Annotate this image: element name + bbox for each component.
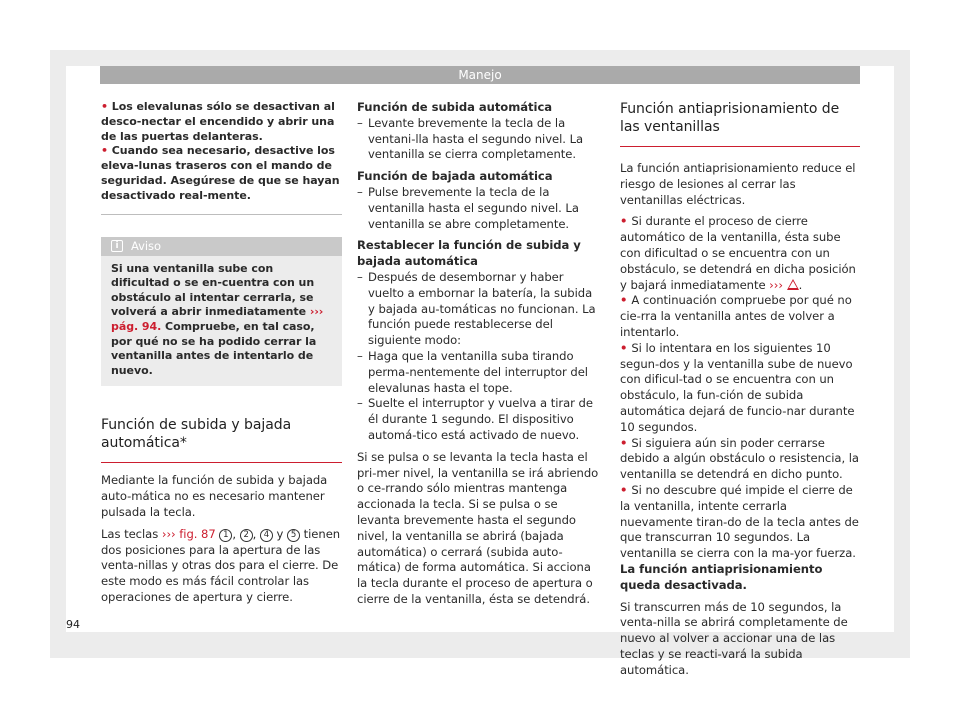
subheading: Función de subida automática [357,100,553,114]
page-reference-link[interactable]: ››› pág. 94. [111,305,324,333]
list-item: – Después de desembornar y haber vuelto a embornar la batería, la subida y bajada au-tomáticas no funcionan. La función puede restablecerse del siguiente modo: [357,270,600,349]
warning-reference-link[interactable]: ››› [769,277,783,292]
column-left [101,96,342,606]
section-heading-block [620,100,860,147]
paragraph: Si transcurren más de 10 segundos, la venta-nilla se abrirá completamente de nuevo al volver a accionar una de las teclas y se reacti-vará la subida automática. [620,599,848,677]
bullet-icon: • [620,293,632,308]
aviso-body: Si una ventanilla sube con dificultad o se en-cuentra con un obstáculo al intentar cerrarla, se volverá a abrir inmediatamente ››› pág. 94. Compruebe, en tal caso, por qué no se ha podido cerrar la ventanilla antes de intentarlo de nuevo. [111,261,324,377]
header-bar [100,66,860,84]
paragraph: Mediante la función de subida y bajada auto-mática no es necesario mantener pulsada la tecla. [101,473,328,519]
list-item: – Suelte el interruptor y vuelva a tirar de él durante 1 segundo. El dispositivo automá-tico está activado de nuevo. [357,396,600,443]
warning-box [101,96,342,215]
warning-item: • Los elevalunas sólo se desactivan al desco-nectar el encendido y abrir una de las puertas delanteras. [101,100,335,143]
figure-reference-link[interactable]: ››› fig. 87 [161,526,216,541]
section-heading: Función de subida y bajada automática* [101,417,292,452]
warning-triangle-icon [787,279,799,290]
section-heading-block [101,416,342,463]
callout-number: 2 [240,529,253,542]
header-title: Manejo [458,68,502,82]
aviso-box [101,237,342,387]
callout-number: 5 [287,529,300,542]
bullet-icon: • [620,340,632,355]
callout-number: 1 [219,529,232,542]
aviso-title: Aviso [131,238,161,253]
column-middle [357,100,600,608]
page-number: 94 [66,618,80,631]
bullet-icon: • [620,214,632,229]
bullet-item: • Si no descubre qué impide el cierre de la ventanilla, intente cerrarla nuevamente tiran-do de la tecla antes de que transcurran 10 segundos. La ventanilla se cierra con la ma-yor fuerza. La función antiaprisionamiento queda desactivada. [620,482,859,592]
bullet-item: • Si siguiera aún sin poder cerrarse debido a algún obstáculo o resistencia, la ventanilla se detendrá en dicho punto. [620,435,859,482]
bullet-icon: • [101,144,112,158]
bullet-item: • Si durante el proceso de cierre automático de la ventanilla, ésta sube con dificultad o se encuentra con un obstáculo, se detendrá en dicha posición y bajará inmediatamente ››› . [620,214,856,292]
column-right [620,100,860,679]
list-item: – Pulse brevemente la tecla de la ventanilla hasta el segundo nivel. La ventanilla se abre completamente. [357,185,600,232]
subheading: Función de bajada automática [357,169,553,184]
list-item: – Haga que la ventanilla suba tirando perma-nentemente del interruptor del elevalunas hasta el tope. [357,349,600,396]
paragraph: Las teclas ››› fig. 87 1 , 2 , 4 y 5 tienen dos posiciones para la apertura de las venta-nillas y otras dos para el cierre. De este modo es más fácil controlar las operaciones de apertura y cierre. [101,526,341,604]
bullet-item: • A continuación compruebe por qué no cie-rra la ventanilla antes de volver a intentarlo. [620,293,852,339]
callout-number: 4 [260,529,273,542]
paragraph: La función antiaprisionamiento reduce el riesgo de lesiones al cerrar las ventanillas eléctricas. [620,161,856,207]
bullet-item: • Si lo intentara en los siguientes 10 segun-dos y la ventanilla sube de nuevo con dificul-tad o se encuentra con un obstáculo, la fun-ción de subida automática dejará de funcio-nar durante 10 segundos. [620,340,855,434]
list-item: – Levante brevemente la tecla de la ventani-lla hasta el segundo nivel. La ventanilla se cierra completamente. [357,116,600,163]
subheading: Restablecer la función de subida y bajada automática [357,238,581,269]
bullet-icon: • [620,482,632,497]
aviso-header [101,237,342,256]
bullet-icon: • [620,435,632,450]
bullet-icon: • [101,100,112,113]
warning-item: • Cuando sea necesario, desactive los eleva-lunas traseros con el mando de seguridad. Asegúrese de que se hayan desactivado real-mente. [101,144,340,202]
info-icon: i [111,240,123,252]
section-heading: Función antiaprisionamiento de las ventanillas [620,101,840,135]
paragraph: Si se pulsa o se levanta la tecla hasta el pri-mer nivel, la ventanilla se irá abriendo o ce-rrando sólo mientras mantenga accionada la tecla. Si se pulsa o se levanta brevemente hasta el segundo nivel, la ventanilla se abrirá (bajada automática) o cerrará (subida auto-mática) de forma automática. Si acciona la tecla durante el proceso de apertura o cierre de la ventanilla, ésta se detendrá. [357,449,599,606]
